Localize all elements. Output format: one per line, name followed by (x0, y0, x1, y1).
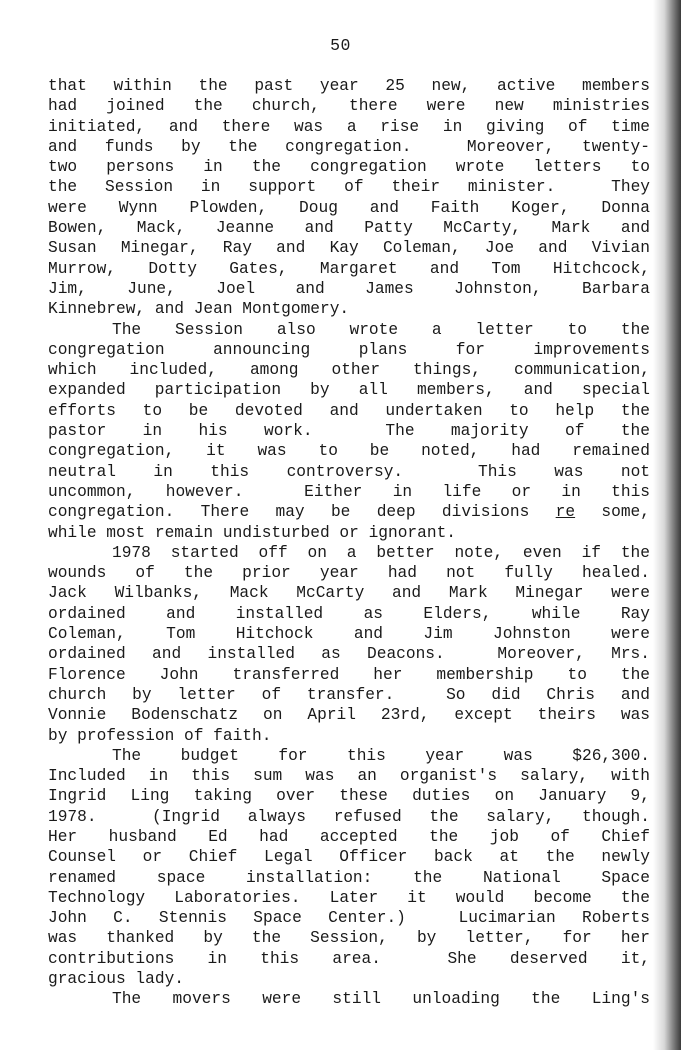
text-line: The Session also wrote a letter to the (112, 320, 650, 339)
page-number: 50 (330, 36, 351, 55)
text-line: congregation announcing plans for improvements (48, 340, 650, 359)
text-line: had joined the church, there were new ministries (48, 97, 650, 116)
text-line: renamed space installation: the National Space (48, 868, 650, 887)
text-line: Included in this sum was an organist's salary, with (48, 767, 650, 786)
underlined-word: re (555, 503, 576, 522)
text-line: Vonnie Bodenschatz on April 23rd, except theirs was (48, 706, 650, 725)
text-line: that within the past year 25 new, active members (48, 77, 650, 95)
text-line: Susan Minegar, Ray and Kay Coleman, Joe and Vivian (48, 239, 650, 258)
text-line: was thanked by the Session, by letter, for her (48, 929, 650, 948)
text-line: Murrow, Dotty Gates, Margaret and Tom Hitchcock, (48, 259, 650, 278)
text-line: which included, among other things, communication, (48, 361, 650, 380)
text-line: The budget for this year was $26,300. (112, 746, 650, 765)
text-segment: congregation. There may be deep divisions (48, 503, 556, 522)
text-line: 1978. (Ingrid always refused the salary, though. (48, 807, 650, 826)
text-line: Technology Laboratories. Later it would become the (48, 888, 650, 907)
text-line: John C. Stennis Space Center.) Lucimarian Roberts (48, 909, 650, 928)
text-line: by profession of faith. (48, 726, 272, 745)
text-line (48, 502, 650, 522)
text-line: ordained and installed as Elders, while Ray (48, 604, 650, 623)
text-line: while most remain undisturbed or ignorant. (48, 523, 456, 542)
text-segment: some, (575, 503, 650, 522)
text-line: Florence John transferred her membership to the (48, 665, 650, 684)
text-line: neutral in this controversy. This was not (48, 462, 650, 481)
text-line: gracious lady. (48, 970, 184, 989)
text-line: uncommon, however. Either in life or in this (48, 482, 650, 501)
text-line: expanded participation by all members, and special (48, 381, 650, 400)
text-line: contributions in this area. She deserved it, (48, 949, 650, 968)
text-line: Coleman, Tom Hitchock and Jim Johnston were (48, 625, 650, 644)
text-line: Counsel or Chief Legal Officer back at the newly (48, 848, 650, 867)
text-line: ordained and installed as Deacons. Moreover, Mrs. (48, 645, 650, 664)
text-line: Her husband Ed had accepted the job of Chief (48, 827, 650, 846)
text-line: efforts to be devoted and undertaken to help the (48, 401, 650, 420)
body-text (48, 76, 650, 1010)
text-line: Kinnebrew, and Jean Montgomery. (48, 300, 350, 319)
text-line: wounds of the prior year had not fully healed. (48, 564, 650, 583)
text-line: Bowen, Mack, Jeanne and Patty McCarty, Mark and (48, 219, 650, 238)
text-line: pastor in his work. The majority of the (48, 422, 650, 441)
text-line: The movers were still unloading the Ling's (112, 990, 650, 1009)
text-line: Jim, June, Joel and James Johnston, Barbara (48, 279, 650, 298)
page-edge-shadow (653, 0, 681, 1050)
text-line: 1978 started off on a better note, even if the (112, 543, 650, 562)
text-line: Jack Wilbanks, Mack McCarty and Mark Minegar were (48, 584, 650, 603)
text-line: Ingrid Ling taking over these duties on January 9, (48, 787, 650, 806)
text-line: church by letter of transfer. So did Chris and (48, 685, 650, 704)
text-line: two persons in the congregation wrote letters to (48, 158, 650, 177)
text-line: congregation, it was to be noted, had remained (48, 442, 650, 461)
text-line: the Session in support of their minister. They (48, 178, 650, 197)
text-line: initiated, and there was a rise in giving of time (48, 117, 650, 136)
text-line: were Wynn Plowden, Doug and Faith Koger, Donna (48, 198, 650, 217)
text-line: and funds by the congregation. Moreover, twenty- (48, 137, 650, 156)
